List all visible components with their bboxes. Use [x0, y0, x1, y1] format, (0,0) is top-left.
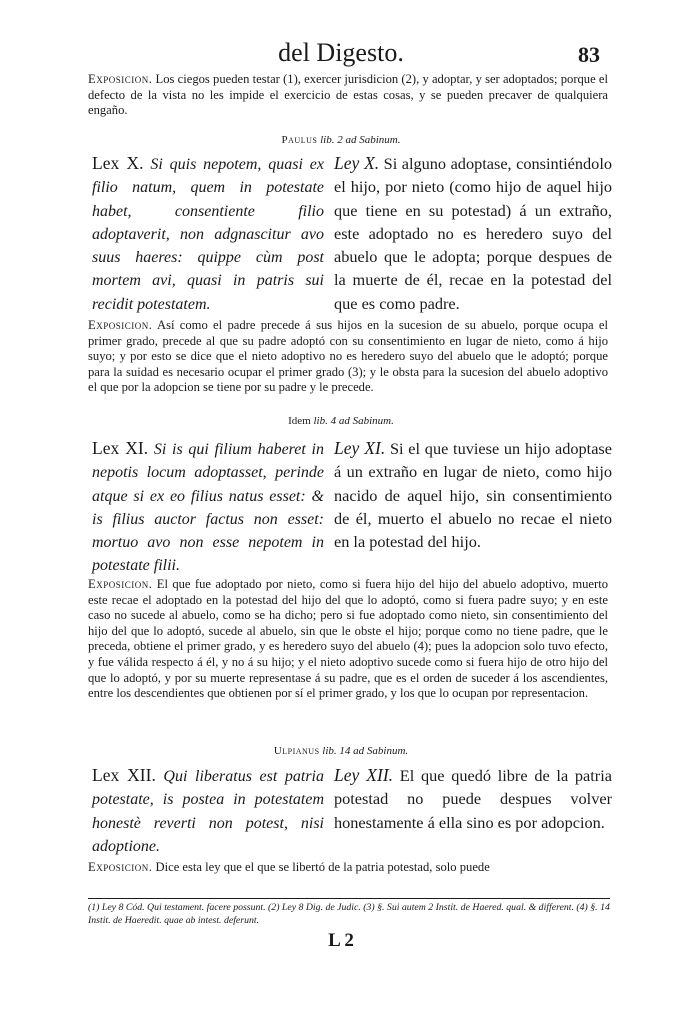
latin-law-text: [92, 152, 324, 316]
spanish-law-body: Si el que tuviese un hijo adoptase á un extraño en lugar de nieto, como hijo nacido de aquel hijo, sin consentimiento de él, muerto el abuelo no recae el nieto en la potestad del hijo.: [334, 439, 612, 552]
spanish-law-text: [334, 437, 612, 553]
exposition-paragraph: [88, 860, 608, 876]
latin-law-body: Si quis nepotem, quasi ex filio natum, quem in potestate habet, consentiente filio adoptaverit, non adgnascitur avo suus haeres: quippe cùm post mortem avi, quasi in patris sui recidit potestatem.: [92, 156, 324, 313]
source-author: Ulpianus: [273, 745, 320, 757]
spanish-law-heading: Ley XI.: [334, 438, 386, 458]
running-header-title: del Digesto.: [278, 38, 404, 67]
footnote-divider: [88, 898, 610, 899]
spanish-law-text: [334, 152, 612, 315]
page-number: 83: [578, 42, 600, 67]
signature-mark: L 2: [328, 930, 354, 951]
exposition-paragraph: [88, 72, 608, 119]
spanish-law-text: [334, 764, 612, 834]
spanish-law-body: Si alguno adoptase, consintiéndolo el hijo, por nieto (como hijo de aquel hijo que tiene en su potestad) á un extraño, este adoptado no es heredero suyo del abuelo que le adopta; porque despues de la muerte de él, recae en la potestad del que es como padre.: [334, 154, 612, 313]
latin-law-heading: Lex X.: [92, 153, 144, 173]
source-reference: lib. 14 ad Sabinum.: [319, 745, 409, 757]
latin-law-text: [92, 764, 324, 858]
latin-law-body: Si is qui filium haberet in nepotis locum adoptasset, perinde atque si ex eo filius natus esset: & is filius auctor factus non esset: mortuo avo non esse nepotem in potestate filii.: [92, 441, 324, 575]
footnotes: (1) Ley 8 Cód. Qui testament. facere possunt. (2) Ley 8 Dig. de Judic. (3) §. Sui autem 2 Instit. de Haered. qual. & different. (4) §. 14 Instit. de Haeredit. quae ab intest. deferunt.: [88, 902, 610, 926]
exposition-text: Así como el padre precede á sus hijos en la sucesion de su abuelo, porque ocupa el primer grado, precede al que su padre adoptó con su consentimiento en lugar de nieto, como á hijo suyo; y por esto se dice que el nieto adoptivo no es heredero suyo del abuelo que le adoptó; porque para la suidad es necesario ocupar el primer grado (3); y le obsta para la sucesion del abuelo adoptivo el que por la adopcion se tiene por su padre y le precede.: [88, 318, 608, 395]
source-citation: [0, 415, 682, 427]
exposition-text: Los ciegos pueden testar (1), exercer jurisdicion (2), y adoptar, y ser adoptados; porque el defecto de la vista no les impide el exercicio de estas cosas, y se pueden precaver de qualquiera engaño.: [88, 72, 608, 118]
spanish-law-body: El que quedó libre de la patria potestad no puede despues volver honestamente á ella sino es por adopcion.: [334, 766, 612, 832]
source-citation: [0, 745, 682, 757]
latin-law-body: Qui liberatus est patria potestate, is postea in potestatem honestè reverti non potest, nisi adoptione.: [92, 768, 324, 855]
source-reference: lib. 2 ad Sabinum.: [317, 134, 401, 146]
exposition-label: Exposicion.: [88, 577, 153, 591]
source-citation: [0, 134, 682, 146]
source-author: Paulus: [281, 134, 318, 146]
spanish-law-heading: Ley X.: [334, 153, 380, 173]
source-author: Idem: [288, 415, 311, 427]
exposition-paragraph: [88, 577, 608, 702]
latin-law-text: [92, 437, 324, 578]
exposition-label: Exposicion.: [88, 318, 153, 332]
exposition-text: Dice esta ley que el que se libertó de la patria potestad, solo puede: [152, 860, 490, 874]
spanish-law-heading: Ley XII.: [334, 765, 394, 785]
exposition-paragraph: [88, 318, 608, 396]
source-reference: lib. 4 ad Sabinum.: [310, 415, 394, 427]
exposition-label: Exposicion.: [88, 72, 153, 86]
latin-law-heading: Lex XI.: [92, 438, 149, 458]
latin-law-heading: Lex XII.: [92, 765, 156, 785]
exposition-text: El que fue adoptado por nieto, como si fuera hijo del hijo del abuelo adoptivo, muerto este recae el adoptado en la potestad del hijo del que lo adoptó, como si fuera padre suyo; y en este caso no sucede al abuelo, como se ha dicho; pero si fue adoptado como nieto, sin consentimiento del hijo del que lo adoptó, sucede al abuelo, sin que le obste el hijo; porque como no tiene padre, que le preceda, obtiene el primer grado, y es heredero suyo del abuelo (4); pues la adopcion solo tuvo efecto, y fue válida respecto á él, y no á su hijo; y el nieto adoptivo sucede como si fuera hijo de otro hijo del que lo adoptó, y por su muerte representase á su padre, que es el orden de suceder á los ascendientes, entre los descendientes que obtienen por sí el primer grado, y los que lo ocupan por representacion.: [88, 577, 608, 701]
exposition-label: Exposicion.: [88, 860, 153, 874]
